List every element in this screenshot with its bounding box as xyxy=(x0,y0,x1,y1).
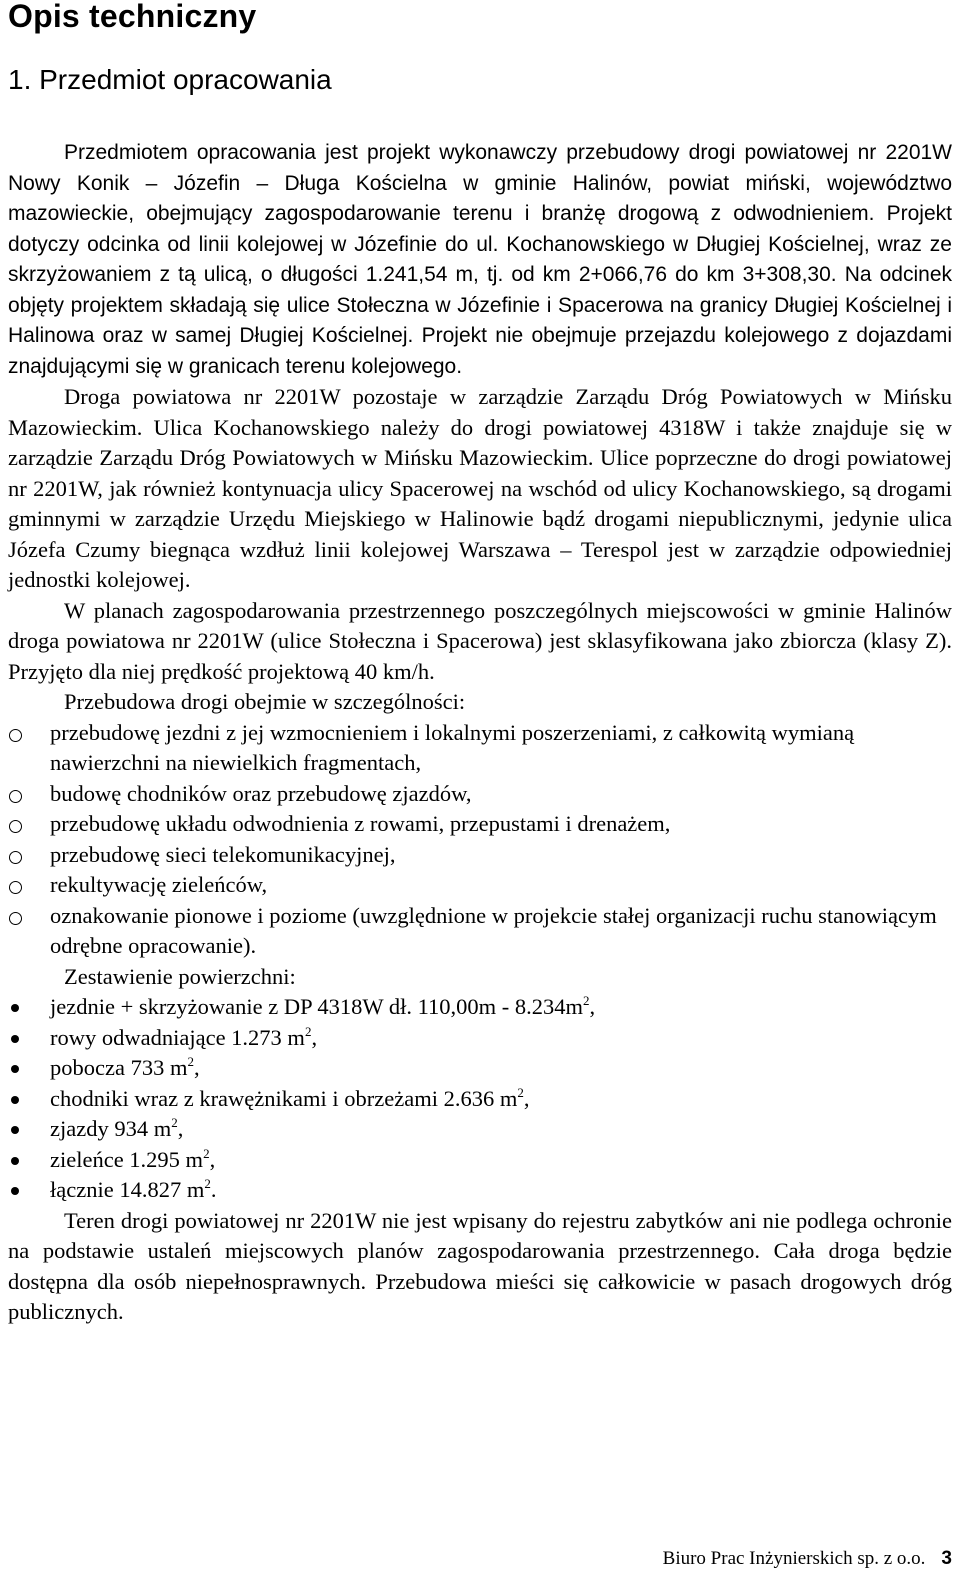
area-punct: , xyxy=(177,1116,184,1141)
area-item xyxy=(8,1084,952,1115)
area-text: zieleńce 1.295 m xyxy=(50,1146,204,1172)
area-punct: , xyxy=(589,994,596,1019)
area-unit-exponent: 2 xyxy=(583,993,590,1008)
area-unit-exponent: 2 xyxy=(204,1176,211,1191)
paragraph-management: Droga powiatowa nr 2201W pozostaje w zarządzie Zarządu Dróg Powiatowych w Mińsku Mazowieckim. Ulica Kochanowskiego należy do drogi powiatowej 4318W i także znajduje się w zarządzie Zarządu Dróg Powiatowych w Mińsku Mazowieckim. Ulice poprzeczne do drogi powiatowej nr 2201W, jak również kontynuacja ulicy Spacerowej na wschód od ulicy Kochanowskiego, są drogami gminnymi w zarządzie Urzędu Miejskiego w Halinowie bądź drogami niepublicznymi, jedynie ulica Józefa Czumy biegnąca wzdłuż linii kolejowej Warszawa – Terespol jest w zarządzie odpowiedniej jednostki kolejowej. xyxy=(8,384,952,592)
area-text: pobocza 733 m xyxy=(50,1055,188,1080)
area-punct: , xyxy=(523,1085,530,1111)
scope-item: przebudowę układu odwodnienia z rowami, przepustami i drenażem, xyxy=(8,809,952,840)
areas-list xyxy=(8,992,952,1206)
area-item xyxy=(8,1053,952,1084)
area-unit-exponent: 2 xyxy=(304,1023,312,1039)
paragraph-intro: Przedmiotem opracowania jest projekt wykonawczy przebudowy drogi powiatowej nr 2201W Nowy Konik – Józefin – Długa Kościelna w gminie Halinów, powiat miński, województwo mazowieckie, obejmujący zagospodarowanie terenu i branżę drogową z odwodnieniem. Projekt dotyczy odcinka od linii kolejowej w Józefinie do ul. Kochanowskiego w Długiej Kościelnej, wraz ze skrzyżowaniem z tą ulicą, o długości 1.241,54 m, tj. od km 2+066,76 do km 3+308,30. Na odcinek objęty projektem składają się ulice Stołeczna w Józefinie i Spacerowa na granicy Długiej Kościelnej i Halinowa oraz w samej Długiej Kościelnej. Projekt nie obejmuje przejazdu kolejowego z dojazdami znajdującymi się w granicach terenu kolejowego. xyxy=(8,141,952,378)
area-punct: . xyxy=(210,1177,217,1202)
area-punct: , xyxy=(311,1024,318,1050)
area-item xyxy=(8,1175,952,1206)
page-number: 3 xyxy=(941,1548,952,1569)
area-text: jezdnie + skrzyżowanie z DP 4318W dł. 110,00m - 8.234m xyxy=(50,994,584,1019)
area-item xyxy=(8,1145,952,1176)
area-text: łącznie 14.827 m xyxy=(50,1177,205,1202)
scope-list xyxy=(8,718,952,962)
scope-heading: Przebudowa drogi obejmie w szczególności: xyxy=(64,689,466,714)
area-item xyxy=(8,1114,952,1145)
paragraph-final: Teren drogi powiatowej nr 2201W nie jest wpisany do rejestru zabytków ani nie podlega ochronie na podstawie ustaleń miejscowych planów zagospodarowania przestrzennego. Cała droga będzie dostępna dla osób niepełnosprawnych. Przebudowa mieści się całkowicie w pasach drogowych dróg publicznych. xyxy=(8,1207,952,1324)
area-unit-exponent: 2 xyxy=(171,1115,178,1130)
areas-heading: Zestawienie powierzchni: xyxy=(64,963,296,989)
area-unit-exponent: 2 xyxy=(187,1054,194,1069)
scope-item: przebudowę sieci telekomunikacyjnej, xyxy=(8,840,952,871)
area-text: rowy odwadniające 1.273 m xyxy=(50,1024,305,1050)
area-text: zjazdy 934 m xyxy=(50,1116,172,1141)
page-footer xyxy=(663,1548,952,1570)
scope-item: przebudowę jezdni z jej wzmocnieniem i lokalnymi poszerzeniami, z całkowitą wymianą nawierzchni na niewielkich fragmentach, xyxy=(8,718,952,779)
scope-item: rekultywację zieleńców, xyxy=(8,870,952,901)
area-punct: , xyxy=(209,1146,216,1172)
scope-item: budowę chodników oraz przebudowę zjazdów, xyxy=(8,779,952,810)
area-unit-exponent: 2 xyxy=(203,1145,210,1161)
area-item xyxy=(8,1023,952,1054)
section-heading: 1. Przedmiot opracowania xyxy=(8,64,332,95)
area-unit-exponent: 2 xyxy=(517,1084,524,1100)
area-item xyxy=(8,992,952,1023)
document-body xyxy=(8,138,952,1328)
area-punct: , xyxy=(193,1055,200,1080)
paragraph-planning: W planach zagospodarowania przestrzennego poszczególnych miejscowości w gminie Halinów droga powiatowa nr 2201W (ulice Stołeczna i Spacerowa) jest sklasyfikowana jako zbiorcza (klasy Z). Przyjęto dla niej prędkość projektową 40 km/h. xyxy=(8,597,952,684)
area-text: chodniki wraz z krawężnikami i obrzeżami 2.636 m xyxy=(50,1085,518,1111)
footer-company: Biuro Prac Inżynierskich sp. z o.o. xyxy=(662,1548,926,1569)
scope-item: oznakowanie pionowe i poziome (uwzględnione w projekcie stałej organizacji ruchu stanowiącym odrębne opracowanie). xyxy=(8,901,952,962)
document-title: Opis techniczny xyxy=(8,0,257,34)
